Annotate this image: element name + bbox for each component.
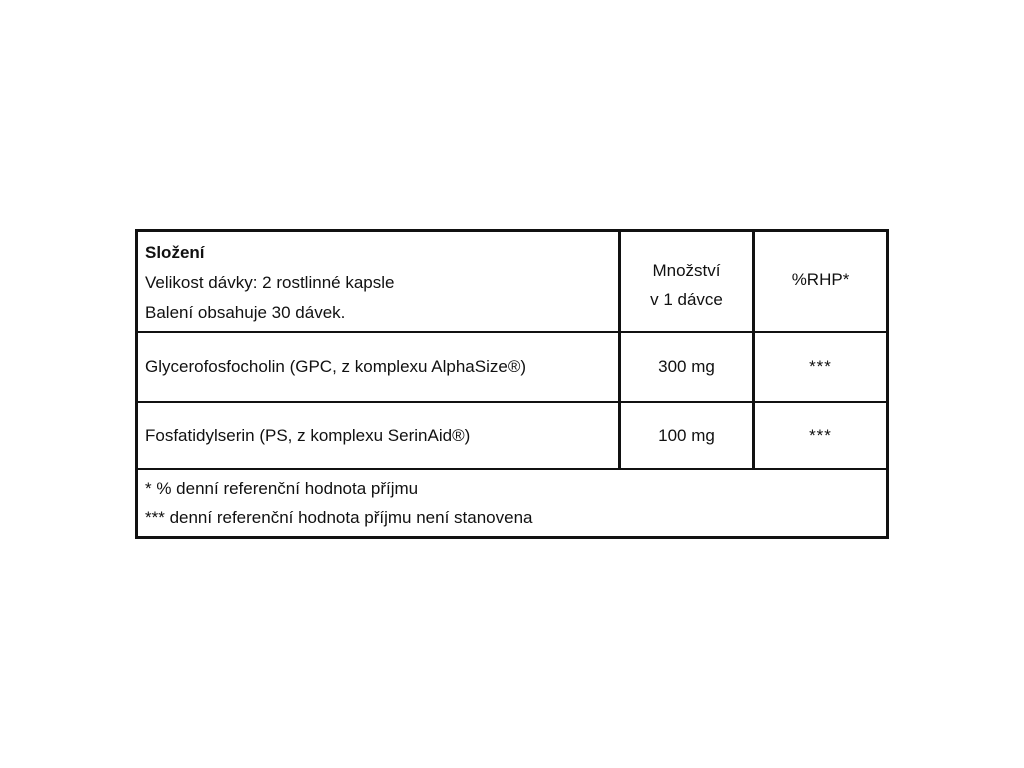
rhp-cell <box>755 403 886 468</box>
table-header-row <box>138 232 886 333</box>
header-amount-cell <box>621 232 755 331</box>
amount-cell <box>621 333 755 401</box>
ingredient-rhp: *** <box>809 357 832 376</box>
ingredient-amount: 300 mg <box>658 357 715 376</box>
table-row <box>138 333 886 403</box>
composition-table <box>135 229 889 539</box>
header-composition-cell <box>138 232 621 331</box>
serving-size-text: Velikost dávky: 2 rostlinné kapsle <box>145 273 395 292</box>
amount-cell <box>621 403 755 468</box>
footnotes <box>145 474 533 532</box>
ingredient-cell <box>138 403 621 468</box>
ingredient-rhp: *** <box>809 425 832 445</box>
footnote-rhp: * % denní referenční hodnota příjmu <box>145 479 419 498</box>
ingredient-name: Glycerofosfocholin (GPC, z komplexu AlphaSize®) <box>145 357 527 376</box>
ingredient-amount: 100 mg <box>658 425 715 445</box>
footnote-rhp-not-set: *** denní referenční hodnota příjmu není stanovena <box>145 508 533 527</box>
rhp-header-text: %RHP* <box>791 270 850 289</box>
amount-header-line2: v 1 dávce <box>650 290 723 309</box>
header-rhp-cell <box>755 232 886 331</box>
ingredient-cell <box>138 333 621 401</box>
rhp-cell <box>755 333 886 401</box>
composition-title: Složení <box>145 243 205 262</box>
table-row <box>138 403 886 470</box>
ingredient-name: Fosfatidylserin (PS, z komplexu SerinAid®) <box>145 425 471 445</box>
amount-header-line1: Množství <box>652 261 721 280</box>
table-notes-row <box>138 470 886 536</box>
servings-per-pack-text: Balení obsahuje 30 dávek. <box>145 303 346 322</box>
